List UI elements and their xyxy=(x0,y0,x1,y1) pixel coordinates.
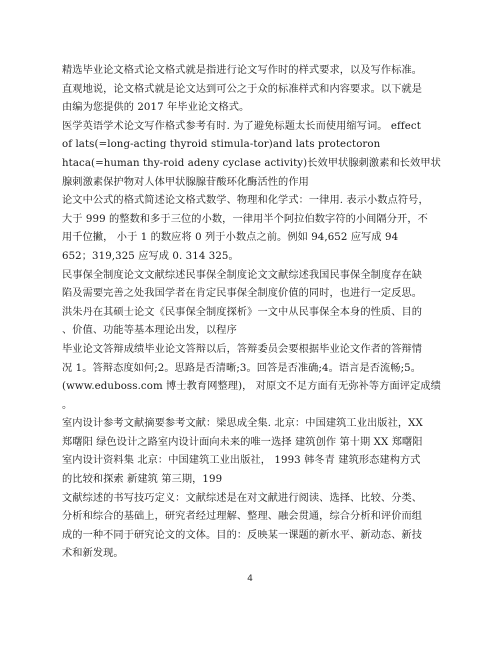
text-line: 洪朱丹在其硕士论文《民事保全制度探析》一文中从民事保全本身的性质、目的 xyxy=(62,306,423,318)
text-line: 。 xyxy=(62,399,73,411)
text-line: 精选毕业论文格式论文格式就是指进行论文写作时的样式要求，以及写作标准。 xyxy=(62,65,423,76)
text-line: 的比较和探索 新建筑 第三期，199 xyxy=(62,474,223,486)
text-line: htaca(=human thy-roid adeny cyclase activity)长效甲状腺刺激素和长效甲状 xyxy=(62,157,441,169)
text-line: 室内设计参考文献摘要参考文献：梁思成全集. 北京：中国建筑工业出版社，XX xyxy=(62,418,423,430)
text-line: 文献综述的书写技巧定义：文献综述是在对文献进行阅读、选择、比较、分类、 xyxy=(62,492,423,504)
text-line: (www.eduboss.com 博士教育网整理)， 对原文不足方面有无弥补等方面评定成绩 xyxy=(62,381,441,393)
text-line: 由编为您提供的 2017 年毕业论文格式。 xyxy=(62,102,250,114)
text-line: 况 1。答辩态度如何;2。思路是否清晰;3。回答是否准确;4。语言是否流畅;5。 xyxy=(62,362,421,374)
text-line: 论文中公式的格式简述论文格式数学、物理和化学式：一律用. 表示小数点符号， xyxy=(62,195,429,207)
text-line: 毕业论文答辩成绩毕业论文答辩以后，答辩委员会要根据毕业论文作者的答辩情 xyxy=(62,343,423,355)
text-line: 用千位撇， 小于 1 的数应将 0 列于小数点之前。例如 94,652 应写成 94 xyxy=(62,232,399,244)
text-line: 直观地说，论文格式就是论文达到可公之于众的标准样式和内容要求。以下就是 xyxy=(62,83,423,95)
text-line: 分析和综合的基础上，研究者经过理解、整理、融会贯通，综合分析和评价而组 xyxy=(62,511,423,523)
text-line: 陷及需要完善之处我国学者在肯定民事保全制度价值的同时，也进行一定反思。 xyxy=(62,288,423,300)
page-number: 4 xyxy=(247,574,253,584)
text-line: of lats(=long-acting thyroid stimula-tor)and lats protectoron xyxy=(62,139,381,151)
text-line: 、价值、功能等基本理论出发，以程序 xyxy=(62,325,237,337)
text-line: 医学英语学术论文写作格式参考有时. 为了避免标题太长而使用缩写词。 effect xyxy=(62,120,421,132)
text-line: 室内设计资料集 北京：中国建筑工业出版社， 1993 韩冬青 建筑形态建构方式 xyxy=(62,455,421,467)
text-line: 民事保全制度论文文献综述民事保全制度论文文献综述我国民事保全制度存在缺 xyxy=(62,269,423,281)
text-line: 成的一种不同于研究论文的文体。目的：反映某一课题的新水平、新动态、新技 xyxy=(62,529,423,541)
document-body xyxy=(62,62,442,564)
text-line: 大于 999 的整数和多于三位的小数，一律用半个阿拉伯数字符的小间隔分开，不 xyxy=(62,213,428,225)
text-line: 652；319,325 应写成 0. 314 325。 xyxy=(62,250,239,262)
text-line: 郑曙阳 绿色设计之路室内设计面向未来的唯一选择 建筑创作 第十期 XX 郑曙阳 xyxy=(62,436,423,448)
text-line: 腺刺激素保护物对人体甲状腺腺苷酸环化酶活性的作用 xyxy=(62,176,309,188)
text-line: 术和新发现。 xyxy=(62,548,124,560)
